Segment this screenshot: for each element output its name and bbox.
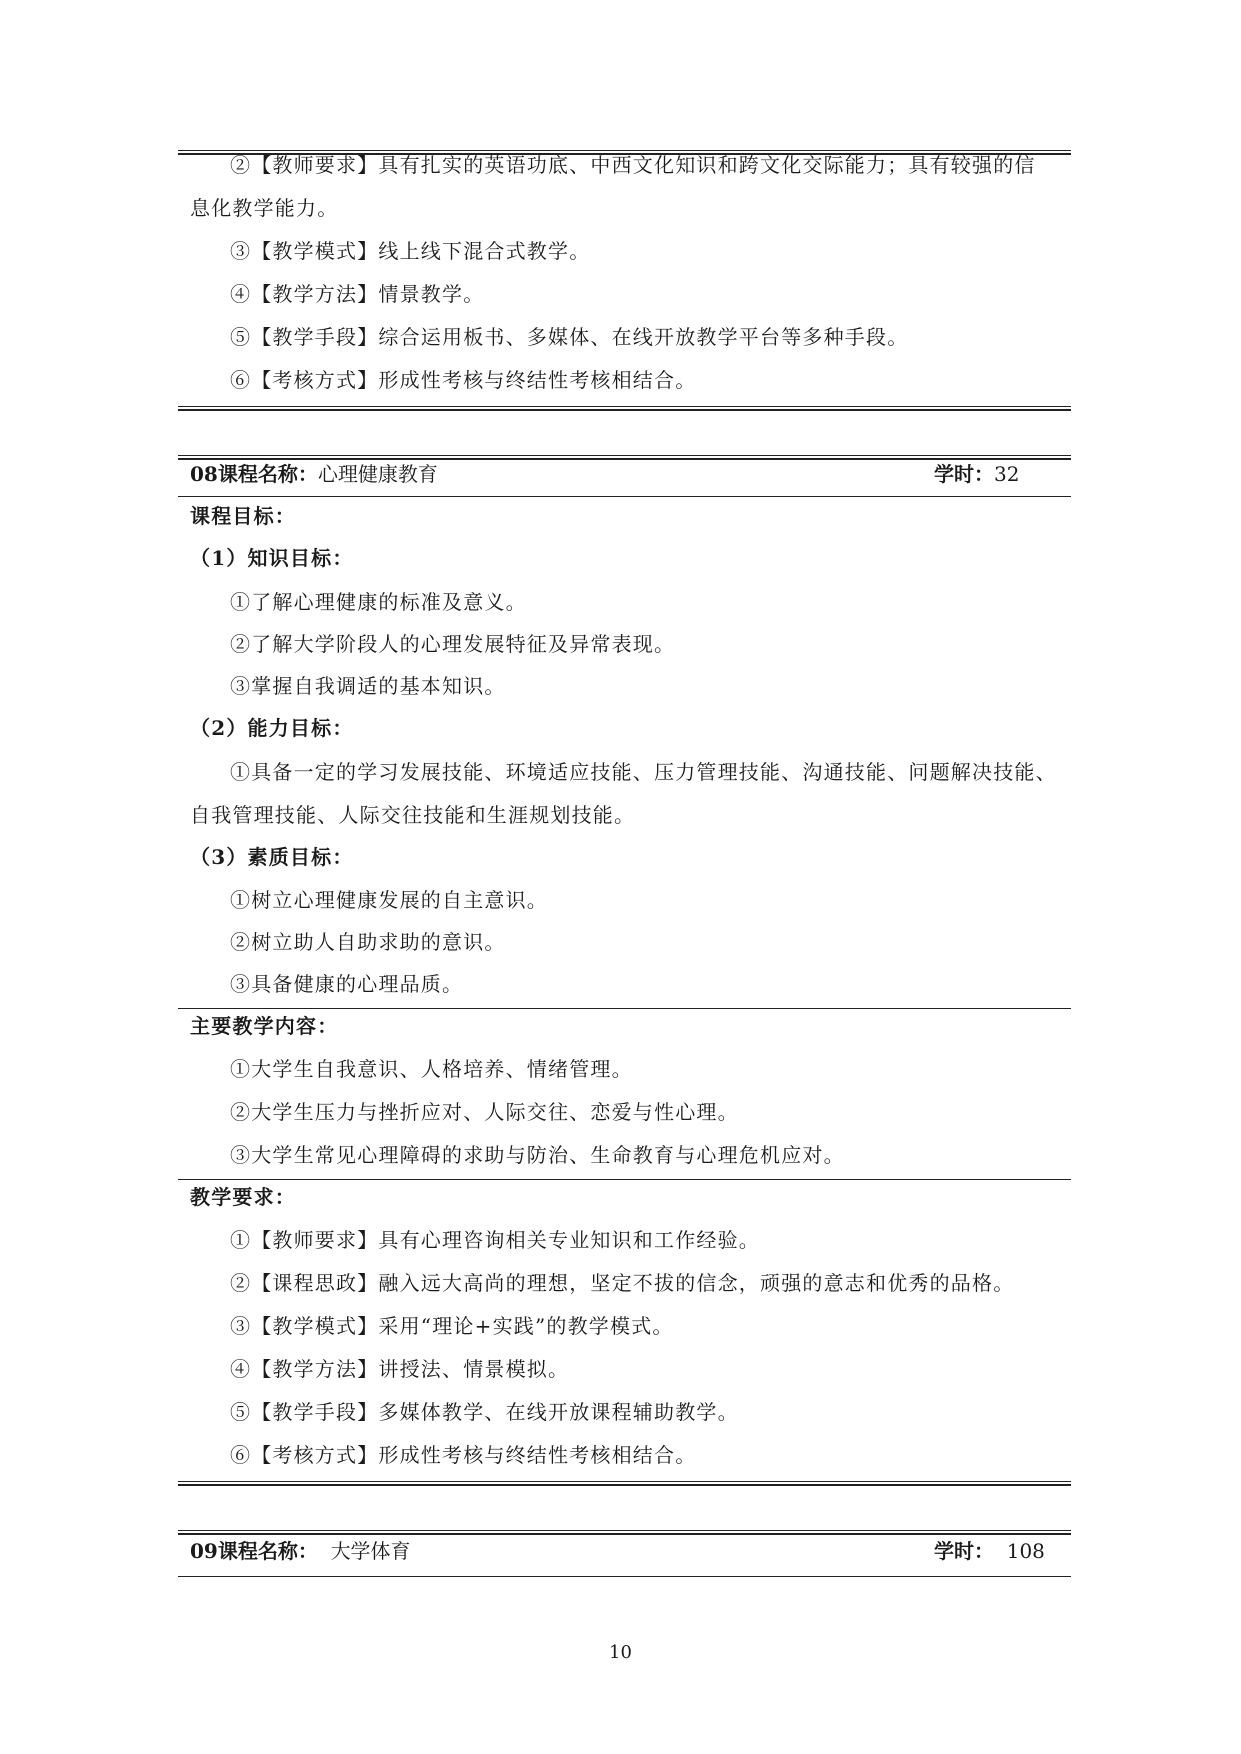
- list-item: ④【教学方法】讲授法、情景模拟。: [230, 1357, 570, 1381]
- text-line: ⑤【教学手段】综合运用板书、多媒体、在线开放教学平台等多种手段。: [230, 325, 909, 349]
- hours-value: 32: [994, 462, 1020, 486]
- list-item: ③大学生常见心理障碍的求助与防治、生命教育与心理危机应对。: [230, 1143, 845, 1167]
- list-item: ②树立助人自助求助的意识。: [230, 930, 506, 954]
- list-item: ③掌握自我调适的基本知识。: [230, 674, 506, 698]
- list-item: ②了解大学阶段人的心理发展特征及异常表现。: [230, 632, 676, 656]
- course-number: 09: [190, 1539, 218, 1563]
- list-item: ①树立心理健康发展的自主意识。: [230, 888, 548, 912]
- course-header-rule: [178, 1530, 1071, 1535]
- list-item: ⑥【考核方式】形成性考核与终结性考核相结合。: [230, 1443, 697, 1467]
- list-item: ③具备健康的心理品质。: [230, 972, 464, 996]
- section-divider: [178, 1008, 1071, 1009]
- list-item: ⑤【教学手段】多媒体教学、在线开放课程辅助教学。: [230, 1400, 739, 1424]
- subsection-heading: （1）知识目标：: [190, 546, 354, 570]
- list-item: ①大学生自我意识、人格培养、情绪管理。: [230, 1057, 633, 1081]
- course-title-row: [190, 462, 1060, 486]
- header-bottom-rule: [178, 1576, 1071, 1577]
- text-line: ⑥【考核方式】形成性考核与终结性考核相结合。: [230, 368, 697, 392]
- subsection-heading: （3）素质目标：: [190, 845, 354, 869]
- list-item: 自我管理技能、人际交往技能和生涯规划技能。: [190, 803, 636, 827]
- list-item: ②【课程思政】融入远大高尚的理想，坚定不拔的信念，顽强的意志和优秀的品格。: [230, 1271, 1015, 1295]
- hours-label: 学时：: [934, 462, 994, 486]
- course-name-label: 课程名称：: [217, 1539, 318, 1563]
- subsection-heading: （2）能力目标：: [190, 716, 354, 740]
- list-item: ②大学生压力与挫折应对、人际交往、恋爱与性心理。: [230, 1100, 739, 1124]
- course-name: 大学体育: [330, 1539, 411, 1563]
- text-line: ④【教学方法】情景教学。: [230, 282, 485, 306]
- header-bottom-rule: [178, 496, 1071, 497]
- hours-value: 108: [1006, 1539, 1045, 1563]
- text-line: ③【教学模式】线上线下混合式教学。: [230, 239, 591, 263]
- list-item: ③【教学模式】采用“理论+实践”的教学模式。: [230, 1314, 674, 1338]
- text-line: 息化教学能力。: [190, 196, 339, 220]
- course-title-row: [190, 1539, 1060, 1563]
- list-item: ①具备一定的学习发展技能、环境适应技能、压力管理技能、沟通技能、问题解决技能、: [230, 760, 1057, 784]
- course-number: 08: [190, 462, 218, 486]
- section-heading: 主要教学内容：: [190, 1014, 339, 1038]
- course-header-rule: [178, 455, 1071, 460]
- section-end-rule: [178, 1481, 1071, 1486]
- hours-label: 学时：: [934, 1539, 994, 1563]
- list-item: ①了解心理健康的标准及意义。: [230, 590, 527, 614]
- section-heading: 课程目标：: [190, 504, 296, 528]
- course-name: 心理健康教育: [317, 462, 438, 486]
- page-number: 10: [609, 1642, 632, 1663]
- section-heading: 教学要求：: [190, 1185, 296, 1209]
- section-end-rule: [178, 406, 1071, 411]
- text-line: ②【教师要求】具有扎实的英语功底、中西文化知识和跨文化交际能力；具有较强的信: [230, 153, 1036, 177]
- section-divider: [178, 1179, 1071, 1180]
- list-item: ①【教师要求】具有心理咨询相关专业知识和工作经验。: [230, 1228, 760, 1252]
- course-name-label: 课程名称：: [217, 462, 318, 486]
